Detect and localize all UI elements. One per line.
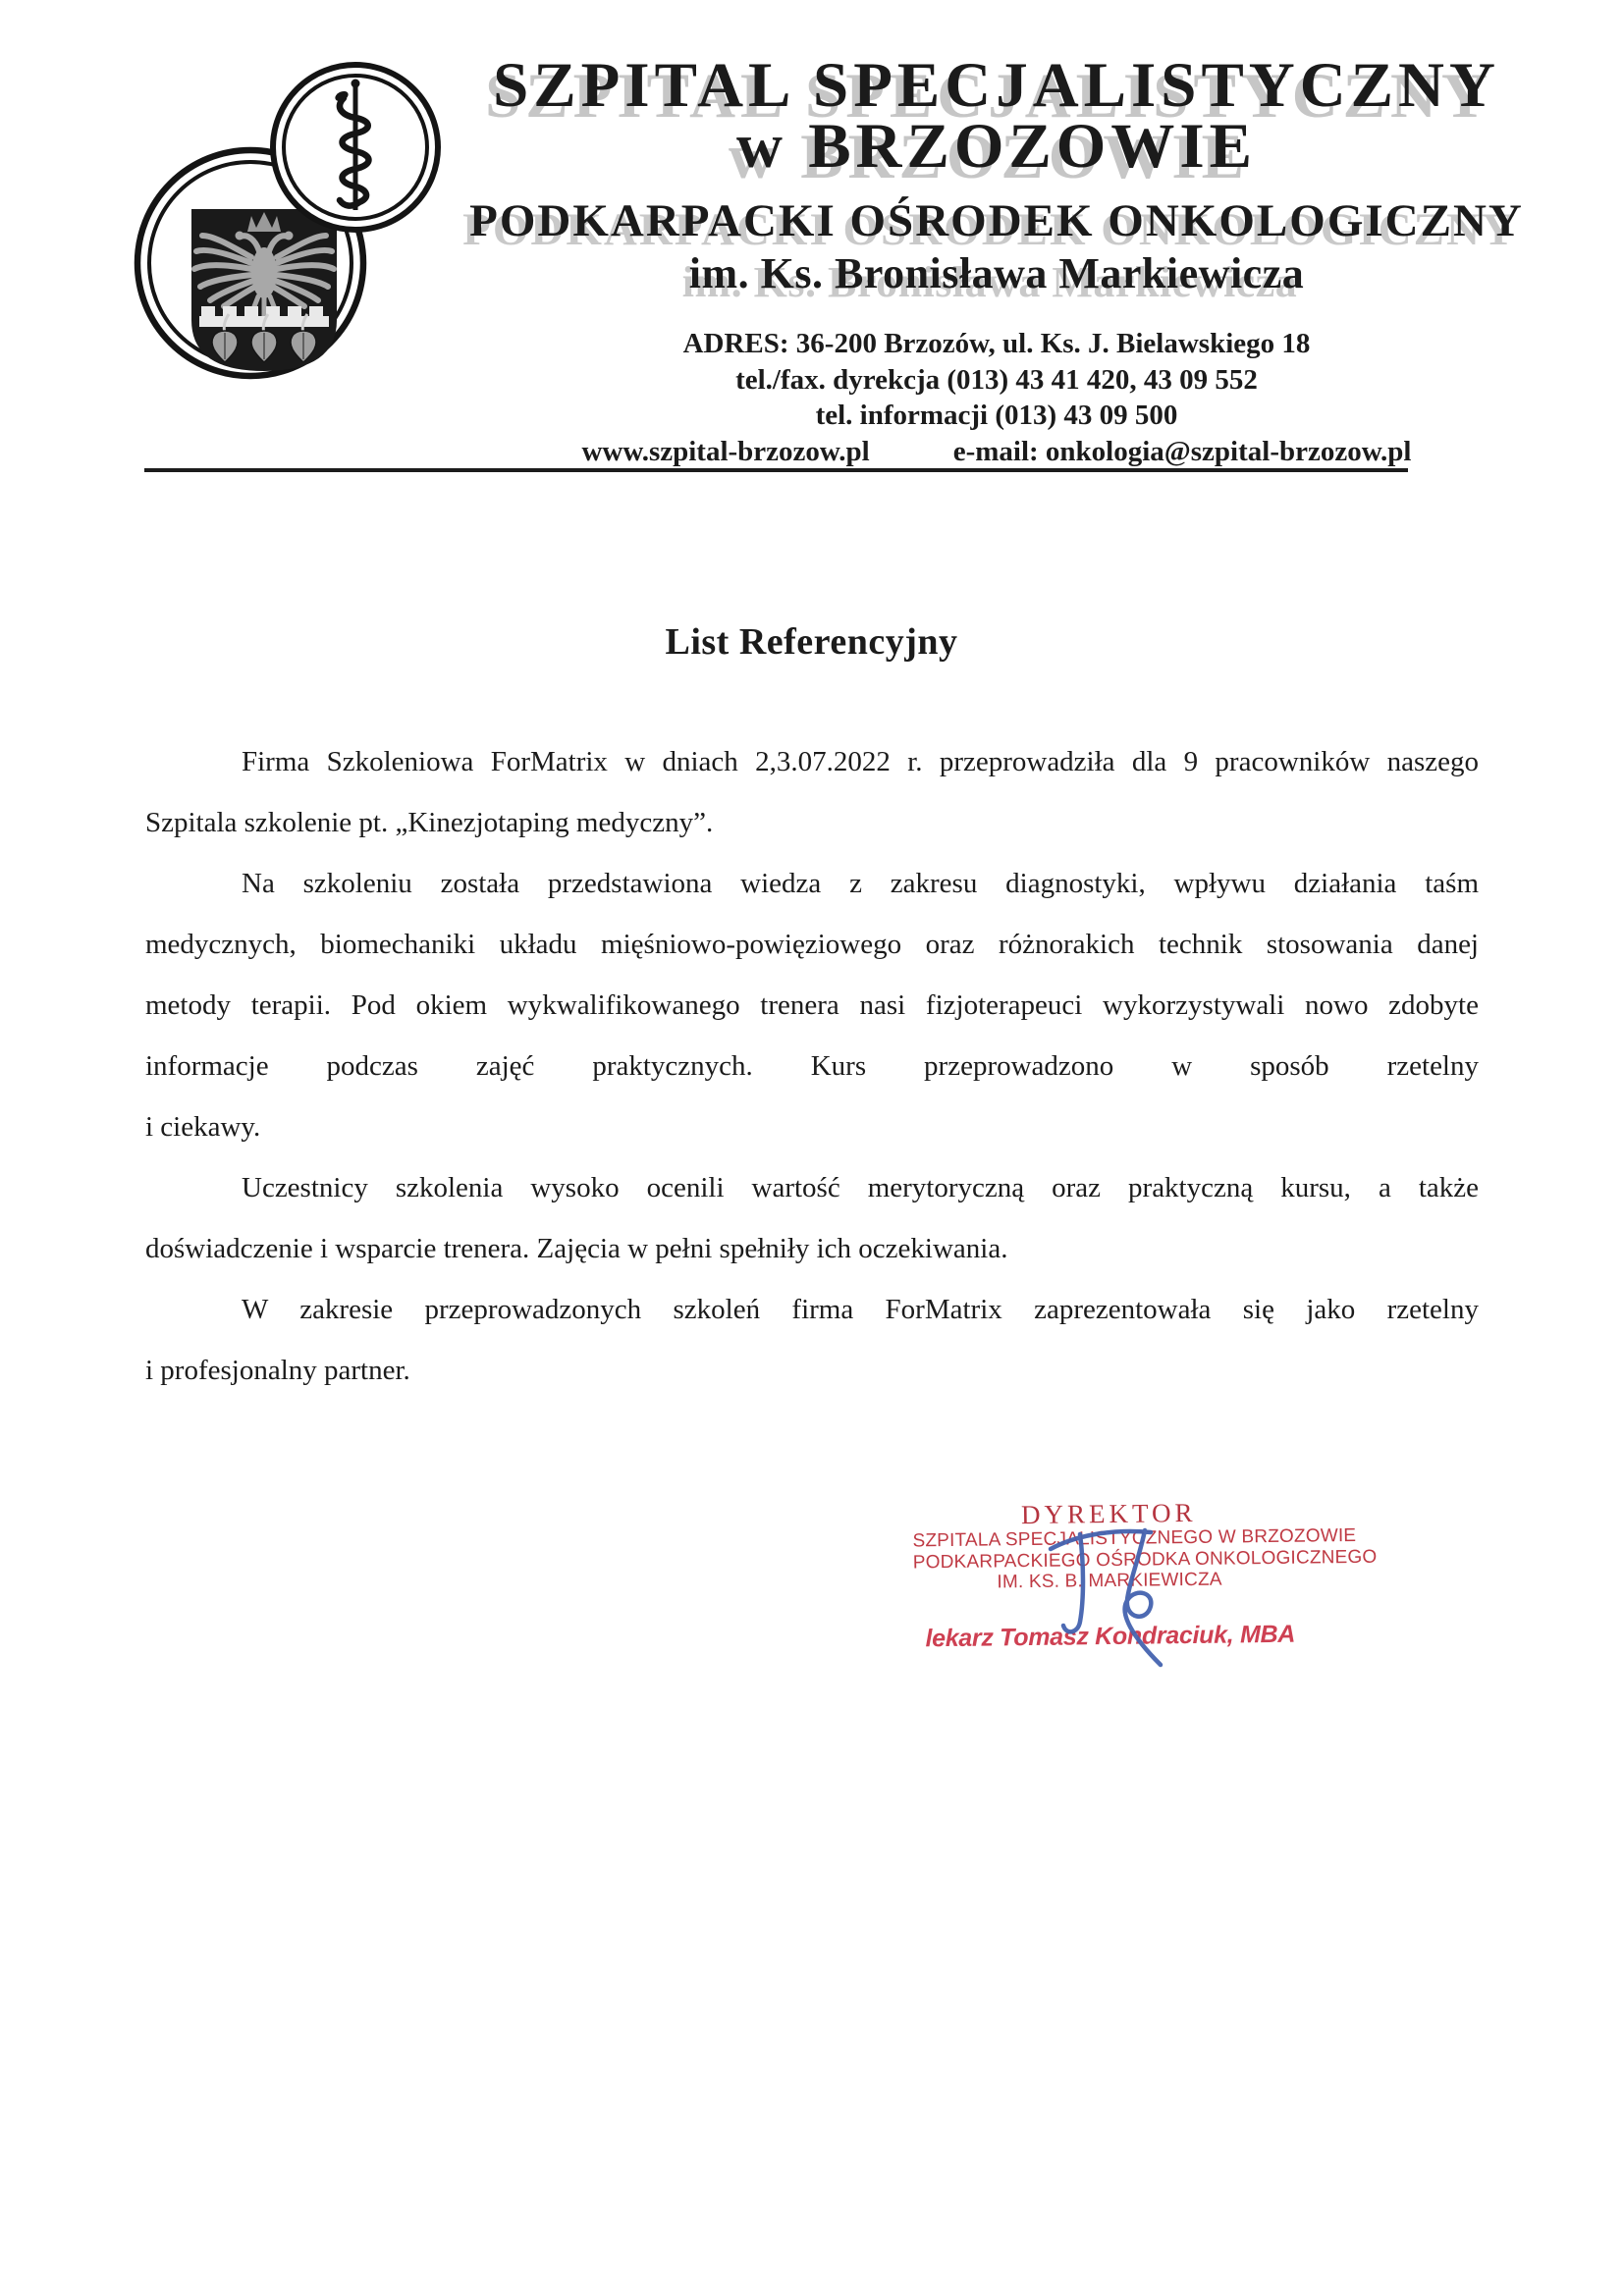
paragraph-line: doświadczenie i wsparcie trenera. Zajęcia w pełni spełniły ich oczekiwania. — [145, 1233, 1008, 1264]
paragraph-line: Na szkoleniu została przedstawiona wiedza z zakresu diagnostyki, wpływu działania taśm — [242, 868, 1479, 899]
paragraph-line: Firma Szkoleniowa ForMatrix w dniach 2,3.07.2022 r. przeprowadziła dla 9 pracowników naszego — [242, 746, 1479, 777]
hospital-logo — [86, 37, 460, 396]
phone-info-line: tel. informacji (013) 43 09 500 — [815, 400, 1178, 431]
document-body — [145, 731, 1479, 1401]
paragraph-line: metody terapii. Pod okiem wykwalifikowanego trenera nasi fizjoterapeuci wykorzystywali nowo zdobyte — [145, 989, 1479, 1021]
stamp-line-patron: IM. KS. B. MARKIEWICZA — [997, 1569, 1222, 1593]
body-paragraph — [145, 1279, 1479, 1401]
patron-name: im. Ks. Bronisława Markiewicza — [688, 249, 1305, 297]
stamp-line-hospital: SZPITALA SPECJALISTYCZNEGO W BRZOZOWIE — [912, 1524, 1357, 1552]
signer-name: lekarz Tomasz Kondraciuk, MBA — [925, 1620, 1296, 1652]
oncology-center-name: PODKARPACKI OŚRODEK ONKOLOGICZNY — [469, 195, 1524, 246]
handwritten-signature-icon — [1021, 1508, 1188, 1670]
document-title: List Referencyjny — [665, 621, 958, 663]
rod-of-asclepius-icon — [273, 65, 438, 230]
address-line: ADRES: 36-200 Brzozów, ul. Ks. J. Bielawskiego 18 — [682, 328, 1311, 359]
paragraph-line: informacje podczas zajęć praktycznych. Kurs przeprowadzono w sposób rzetelny — [145, 1050, 1479, 1082]
stamp-line-center: PODKARPACKIEGO OŚRODKA ONKOLOGICZNEGO — [912, 1546, 1378, 1573]
letterhead — [461, 50, 1532, 469]
body-paragraph — [145, 1157, 1479, 1279]
paragraph-line: Uczestnicy szkolenia wysoko ocenili wartość merytoryczną oraz praktyczną kursu, a także — [242, 1172, 1479, 1203]
paragraph-line: i ciekawy. — [145, 1111, 261, 1143]
website-text: www.szpital-brzozow.pl — [581, 435, 870, 467]
header-divider — [144, 468, 1408, 472]
body-paragraph — [145, 731, 1479, 853]
paragraph-line: Szpitala szkolenie pt. „Kinezjotaping medyczny”. — [145, 807, 714, 838]
address-block — [461, 326, 1532, 469]
email-text: e-mail: onkologia@szpital-brzozow.pl — [952, 435, 1412, 467]
phone-fax-line: tel./fax. dyrekcja (013) 43 41 420, 43 09 552 — [735, 363, 1258, 396]
hospital-name-line2: w BRZOZOWIE — [736, 111, 1257, 182]
stamp-title: DYREKTOR — [1020, 1497, 1197, 1530]
paragraph-line: medycznych, biomechaniki układu mięśniowo-powięziowego oraz różnorakich technik stosowania danej — [145, 929, 1479, 960]
hospital-name-line1: SZPITAL SPECJALISTYCZNY — [493, 50, 1500, 121]
paragraph-line: W zakresie przeprowadzonych szkoleń firma ForMatrix zaprezentowała się jako rzetelny — [242, 1294, 1479, 1325]
body-paragraph — [145, 853, 1479, 1157]
paragraph-line: i profesjonalny partner. — [145, 1355, 410, 1386]
